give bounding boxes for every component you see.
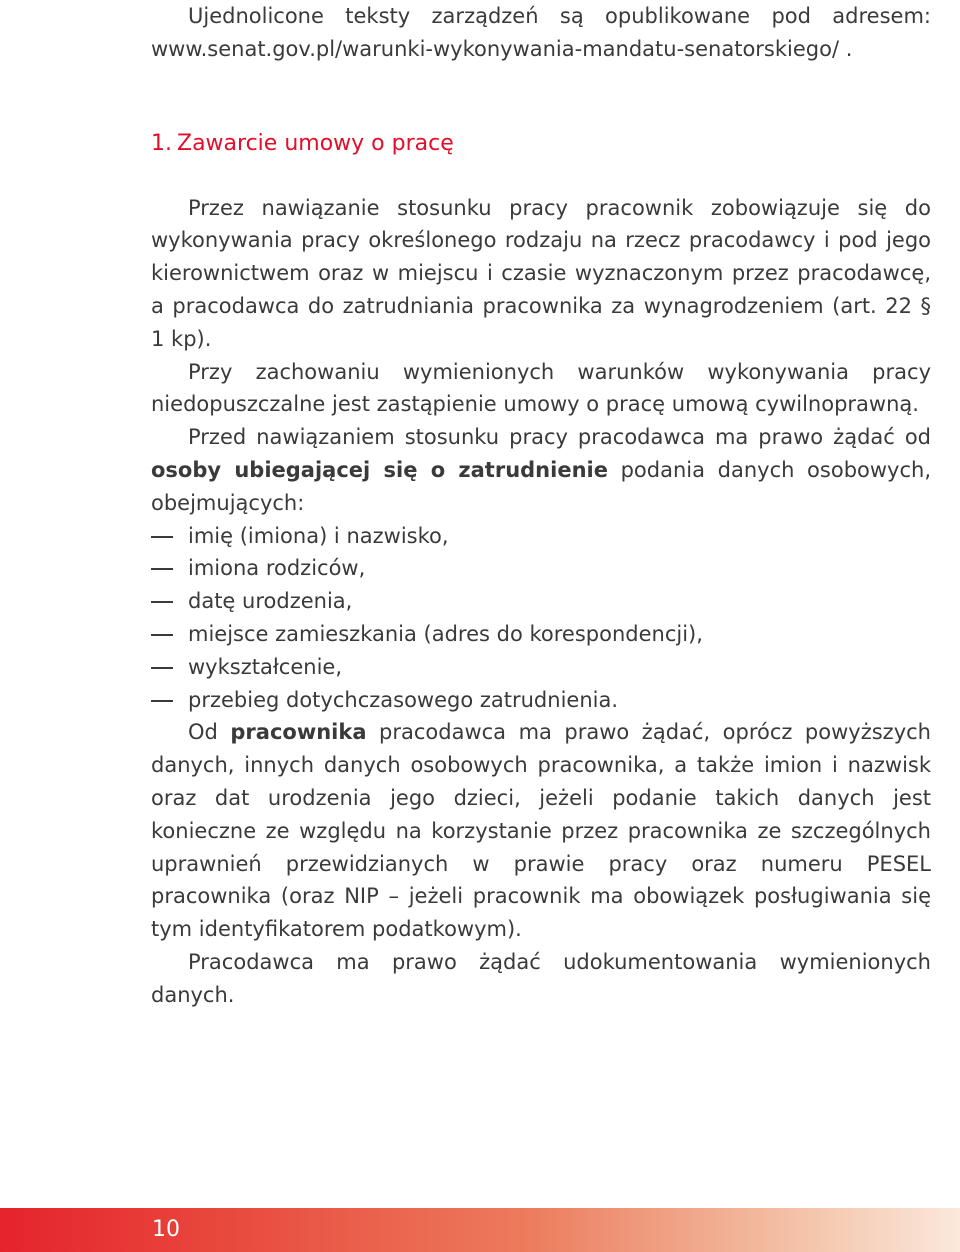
paragraph-candidate-data-start: Przed nawiązaniem stosunku pracy pracodawca ma prawo żądać od [188, 425, 931, 450]
footer-bar [0, 1208, 960, 1252]
dash-icon [151, 601, 173, 603]
list-item: datę urodzenia, [151, 585, 931, 618]
list-item: wykształcenie, [151, 651, 931, 684]
paragraph-documentation: Pracodawca ma prawo żądać udokumentowania wymienionych danych. [151, 949, 931, 1007]
paragraph-employment-relation: Przez nawiązanie stosunku pracy pracownik zobowiązuje się do wykonywania pracy określonego rodzaju na rzecz pracodawcy i pod jego kierownictwem oraz w miejscu i czasie wyznaczonym przez pracodawcę, a pracodawca do zatrudniania pracownika za wynagrodzeniem (art. 22 § 1 kp). [151, 195, 931, 351]
list-item: imiona rodziców, [151, 552, 931, 585]
intro-paragraph: Ujednolicone teksty zarządzeń są opublikowane pod adresem: www.senat.gov.pl/warunki-wykonywania-mandatu-senatorskiego/ . [151, 4, 931, 61]
list-item: imię (imiona) i nazwisko, [151, 520, 931, 553]
list-item: przebieg dotychczasowego zatrudnienia. [151, 684, 931, 717]
dash-icon [151, 568, 173, 570]
section-number: 1. [151, 130, 172, 156]
paragraph-employee-data-start: Od [188, 720, 231, 745]
paragraph-candidate-data-bold: osoby ubiegającej się o zatrudnienie [151, 457, 608, 482]
dash-icon [151, 667, 173, 669]
paragraph-candidate-data-end: podania danych osobowych, obejmujących: [151, 457, 932, 515]
paragraph-candidate-data [151, 421, 931, 519]
paragraph-employee-data [151, 716, 931, 946]
section-title: Zawarcie umowy o pracę [177, 130, 454, 156]
personal-data-list [151, 520, 931, 717]
section-heading [151, 128, 931, 160]
paragraph-employee-data-end: pracodawca ma prawo żądać, oprócz powyższych danych, innych danych osobowych pracownika, a także imion i nazwisk oraz dat urodzenia jego dzieci, jeżeli podanie takich danych jest konieczne ze względu na korzystanie przez pracownika ze szczególnych uprawnień przewidzianych w prawie pracy oraz numeru PESEL pracownika (oraz NIP – jeżeli pracownik ma obowiązek posługiwania się tym identyfikatorem podatkowym). [151, 720, 931, 942]
paragraph-civil-contract: Przy zachowaniu wymienionych warunków wykonywania pracy niedopuszczalne jest zastąpienie umowy o pracę umową cywilnoprawną. [151, 359, 931, 417]
page-content [151, 0, 931, 1012]
dash-icon [151, 634, 173, 636]
page-number: 10 [152, 1217, 180, 1242]
dash-icon [151, 536, 173, 538]
list-item: miejsce zamieszkania (adres do korespondencji), [151, 618, 931, 651]
dash-icon [151, 700, 173, 702]
paragraph-employee-data-bold: pracownika [230, 720, 367, 745]
